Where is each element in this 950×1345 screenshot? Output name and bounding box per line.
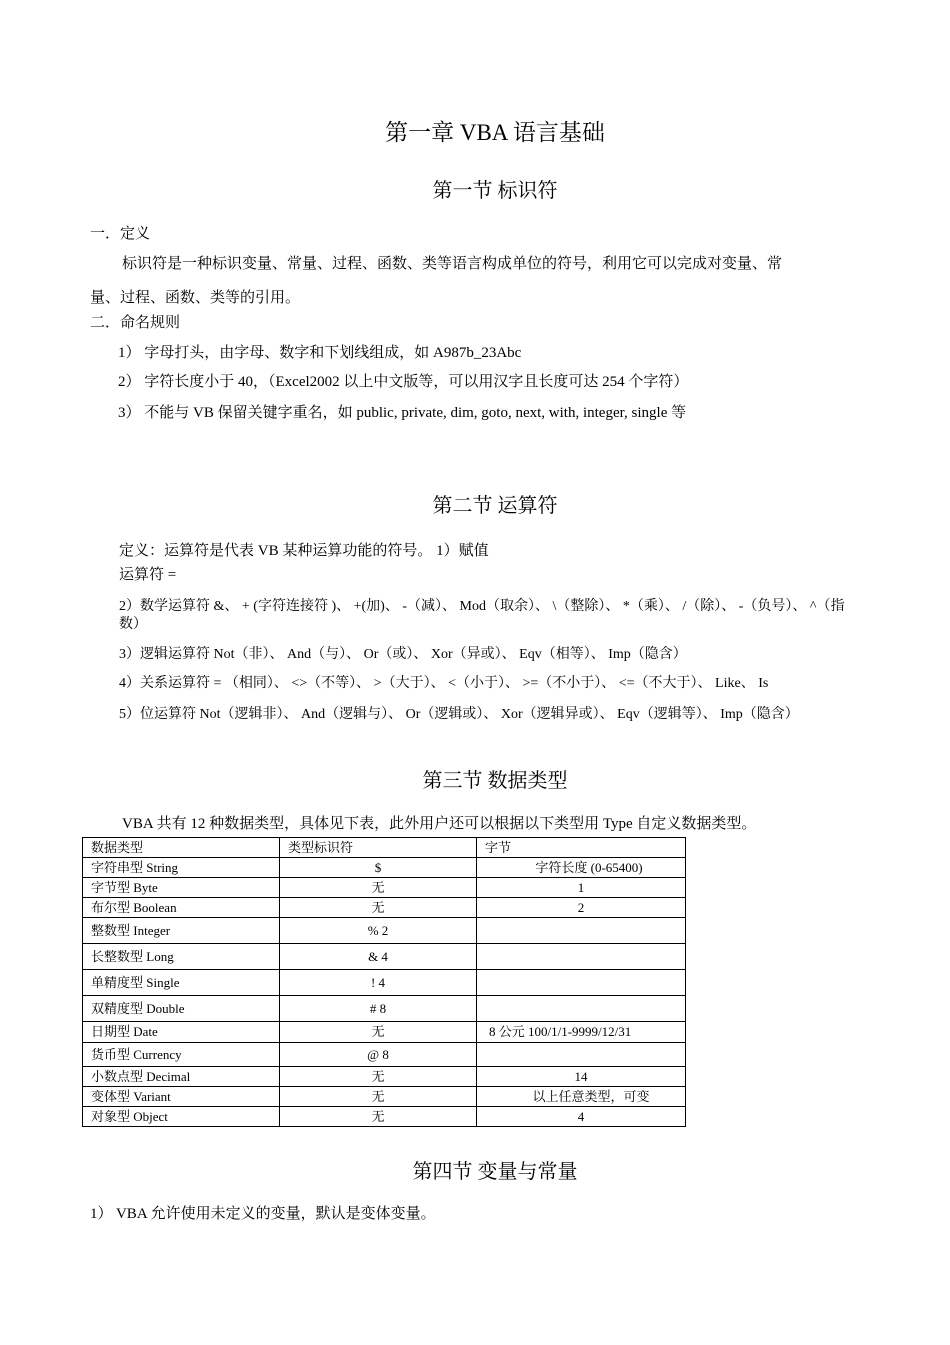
cell-identifier: 无 xyxy=(280,1067,477,1087)
cell-type: 货币型 Currency xyxy=(83,1043,280,1067)
cell-identifier: @ 8 xyxy=(280,1043,477,1067)
section1-title: 第一节 标识符 xyxy=(432,180,558,202)
naming-rule-1: 1） 字母打头，由字母、数字和下划线组成，如 A987b_23Abc xyxy=(118,345,522,361)
table-row xyxy=(83,1067,686,1087)
cell-identifier: ! 4 xyxy=(280,970,477,996)
chapter-title: 第一章 VBA 语言基础 xyxy=(385,120,605,145)
naming-rule-3: 3） 不能与 VB 保留关键字重名，如 public, private, dim, goto, next, with, integer, single 等 xyxy=(118,405,687,421)
section1-heading-definition: 一．定义 xyxy=(90,226,151,242)
bitwise-operators: 5）位运算符 Not（逻辑非）、 And（逻辑与）、 Or（逻辑或）、 Xor（逻辑异或）、 Eqv（逻辑等）、 Imp（隐含） xyxy=(119,707,799,722)
cell-type: 字节型 Byte xyxy=(83,878,280,898)
cell-identifier: # 8 xyxy=(280,996,477,1022)
relational-operators: 4）关系运算符 = （相同）、 <>（不等）、 >（大于）、 <（小于）、 >=（不小于）、 <=（不大于）、 Like、 Is xyxy=(119,676,769,691)
cell-bytes: 1 xyxy=(477,878,686,898)
table-row xyxy=(83,996,686,1022)
cell-bytes: 以上任意类型，可变 xyxy=(477,1087,686,1107)
assignment-operator: 运算符 = xyxy=(119,567,177,583)
cell-type: 小数点型 Decimal xyxy=(83,1067,280,1087)
cell-type: 单精度型 Single xyxy=(83,970,280,996)
math-operators-line1: 2）数学运算符 &、 + (字符连接符 )、 +(加)、 -（减）、 Mod（取余）、 \（整除）、 *（乘）、 /（除）、 -（负号）、 ^（指 xyxy=(119,599,845,614)
data-types-table xyxy=(82,837,686,1127)
table-row xyxy=(83,944,686,970)
cell-bytes xyxy=(477,944,686,970)
cell-identifier: % 2 xyxy=(280,918,477,944)
cell-identifier: & 4 xyxy=(280,944,477,970)
section1-definition-line1: 标识符是一种标识变量、常量、过程、函数、类等语言构成单位的符号，利用它可以完成对变量、常 xyxy=(122,256,783,272)
cell-identifier: 无 xyxy=(280,1107,477,1127)
cell-type: 整数型 Integer xyxy=(83,918,280,944)
variables-item-1: 1） VBA 允许使用未定义的变量，默认是变体变量。 xyxy=(90,1206,436,1222)
table-row xyxy=(83,1087,686,1107)
cell-type: 日期型 Date xyxy=(83,1022,280,1043)
cell-type: 长整数型 Long xyxy=(83,944,280,970)
data-types-intro: VBA 共有 12 种数据类型，具体见下表，此外用户还可以根据以下类型用 Type 自定义数据类型。 xyxy=(122,816,757,832)
table-row xyxy=(83,1107,686,1127)
header-data-type: 数据类型 xyxy=(83,838,280,858)
cell-bytes xyxy=(477,1043,686,1067)
cell-identifier: 无 xyxy=(280,1087,477,1107)
cell-identifier: $ xyxy=(280,858,477,878)
cell-type: 布尔型 Boolean xyxy=(83,898,280,918)
header-type-identifier: 类型标识符 xyxy=(280,838,477,858)
cell-identifier: 无 xyxy=(280,1022,477,1043)
cell-bytes: 4 xyxy=(477,1107,686,1127)
section3-title: 第三节 数据类型 xyxy=(422,770,568,792)
header-bytes: 字节 xyxy=(477,838,686,858)
cell-type: 字符串型 String xyxy=(83,858,280,878)
section1-heading-naming-rules: 二．命名规则 xyxy=(90,315,181,331)
cell-bytes xyxy=(477,970,686,996)
cell-identifier: 无 xyxy=(280,878,477,898)
table-row xyxy=(83,1043,686,1067)
table-row xyxy=(83,858,686,878)
table-row xyxy=(83,898,686,918)
table-row xyxy=(83,1022,686,1043)
section2-title: 第二节 运算符 xyxy=(432,495,558,517)
cell-bytes xyxy=(477,996,686,1022)
table-header-row xyxy=(83,838,686,858)
cell-bytes xyxy=(477,918,686,944)
cell-bytes: 14 xyxy=(477,1067,686,1087)
table-row xyxy=(83,878,686,898)
math-operators-line2: 数） xyxy=(119,617,147,632)
naming-rule-2: 2） 字符长度小于 40，（Excel2002 以上中文版等，可以用汉字且长度可达 254 个字符） xyxy=(118,374,689,390)
cell-type: 对象型 Object xyxy=(83,1107,280,1127)
cell-bytes: 8 公元 100/1/1-9999/12/31 xyxy=(477,1022,686,1043)
section1-definition-line2: 量、过程、函数、类等的引用。 xyxy=(90,290,301,306)
table-row xyxy=(83,918,686,944)
cell-type: 双精度型 Double xyxy=(83,996,280,1022)
logical-operators: 3）逻辑运算符 Not（非）、 And（与）、 Or（或）、 Xor（异或）、 Eqv（相等）、 Imp（隐含） xyxy=(119,647,687,662)
cell-type: 变体型 Variant xyxy=(83,1087,280,1107)
cell-identifier: 无 xyxy=(280,898,477,918)
cell-bytes: 字符长度 (0-65400) xyxy=(477,858,686,878)
operators-definition: 定义：运算符是代表 VB 某种运算功能的符号。 1）赋值 xyxy=(119,543,489,559)
cell-bytes: 2 xyxy=(477,898,686,918)
section4-title: 第四节 变量与常量 xyxy=(412,1161,578,1183)
table-row xyxy=(83,970,686,996)
